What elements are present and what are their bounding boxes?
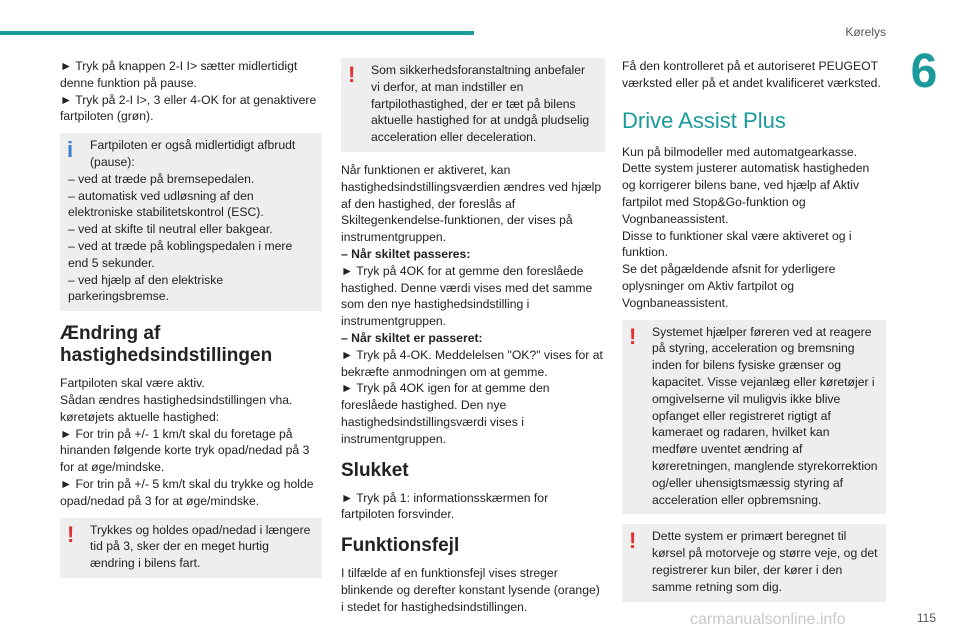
paragraph: – Når skiltet er passeret:	[341, 330, 483, 345]
warning-box	[622, 524, 886, 601]
paragraph: I tilfælde af en funktionsfejl vises streger blinkende og derefter konstant lysende (orange) i stedet for hastighedsindstillingen.	[341, 566, 600, 614]
paragraph: Sådan ændres hastighedsindstillingen vha. køretøjets aktuelle hastighed:	[60, 392, 293, 424]
info-icon: i	[67, 137, 74, 163]
paragraph: ► Tryk på 2-I I>, 3 eller 4-OK for at genaktivere fartpiloten (grøn).	[60, 92, 317, 124]
warning-text: Trykkes og holdes opad/nedad i længere tid på 3, sker der en meget hurtig ændring i bilens fart.	[90, 522, 311, 571]
column-3	[622, 58, 886, 612]
info-text: – ved hjælp af den elektriske parkeringsbremse.	[68, 272, 224, 304]
header-accent-bar	[0, 31, 474, 35]
paragraph: Få den kontrolleret på et autoriseret PEUGEOT værksted eller på et andet kvalificeret værksted.	[622, 59, 881, 90]
warning-text: Som sikkerhedsforanstaltning anbefaler vi derfor, at man indstiller en fartpilothastighed, der er tæt på bilens aktuelle hastighed for at undgå pludselig acceleration eller deceleration.	[371, 63, 590, 145]
warning-icon: !	[629, 528, 637, 554]
info-text: – ved at træde på koblingspedalen i mere end 5 sekunder.	[68, 238, 293, 270]
paragraph: ► For trin på +/- 5 km/t skal du trykke og holde opad/nedad på 3 for at øge/mindske.	[60, 476, 314, 508]
section-label: Kørelys	[845, 25, 886, 39]
page-number: 115	[916, 611, 936, 625]
column-2	[341, 58, 605, 616]
info-text: Fartpiloten er også midlertidigt afbrudt (pause):	[90, 138, 296, 169]
paragraph: Dette system justerer automatisk hastigheden og korrigerer bilens bane, ved hjælp af Aktiv fartpilot med Stop&Go-funktion og Vognbaneassistent.	[622, 161, 870, 226]
paragraph: Fartpiloten skal være aktiv.	[60, 376, 205, 391]
main-heading: Drive Assist Plus	[622, 107, 786, 133]
info-box	[60, 133, 322, 311]
paragraph: Se det pågældende afsnit for yderligere oplysninger om Aktiv fartpilot og Vognbaneassistent.	[622, 262, 836, 310]
warning-icon: !	[629, 323, 637, 349]
section-heading: Funktionsfejl	[341, 535, 460, 557]
info-text: – ved at træde på bremsepedalen.	[68, 171, 255, 186]
paragraph: – Når skiltet passeres:	[341, 246, 471, 261]
warning-box	[341, 58, 605, 152]
paragraph: Kun på bilmodeller med automatgearkasse.	[622, 144, 858, 159]
paragraph: ► For trin på +/- 1 km/t skal du foretage på hinanden følgende korte tryk opad/nedad på 3 for at øge/mindske.	[60, 426, 310, 475]
column-1	[60, 58, 322, 588]
warning-text: Systemet hjælper føreren ved at reagere på styring, acceleration og bremsning inden for bilens fysiske grænser og kapacitet. Visse vejanlæg eller køretøjer i omgivelserne vil muligvis ikke blive opfanget eller registreret rigtigt af kameraet og radaren, hvilket kan medføre uventet ændring af køreretningen, manglende styrekorrektion og/eller uhensigtsmæssig styring af acceleration eller opbremsning.	[652, 324, 878, 507]
paragraph: Disse to funktioner skal være aktiveret og i funktion.	[622, 228, 852, 260]
warning-box	[622, 320, 886, 515]
paragraph: ► Tryk på 4OK for at gemme den foreslåede hastighed. Denne værdi vises med det samme som den nye hastighedsindstilling i instrumentgruppen.	[341, 263, 593, 329]
paragraph: ► Tryk på 1: informationsskærmen for fartpiloten forsvinder.	[341, 490, 549, 522]
watermark: carmanualsonline.info	[690, 611, 846, 628]
paragraph: ► Tryk på 4OK igen for at gemme den foreslåede hastighed. Den nye hastighedsindstillingsværdi vises i instrumentgruppen.	[341, 381, 550, 446]
paragraph: ► Tryk på 4-OK. Meddelelsen "OK?" vises for at bekræfte anmodningen om at gemme.	[341, 347, 603, 379]
paragraph: Når funktionen er aktiveret, kan hastighedsindstillingsværdien ændres ved hjælp af den hastighed, der foreslås af Skiltegenkendelse-funktionen, der vises på instrumentgruppen.	[341, 162, 602, 245]
section-heading: Slukket	[341, 459, 409, 481]
section-heading: Ændring af hastighedsindstillingen	[60, 323, 273, 367]
info-text: – ved at skifte til neutral eller bakgear.	[68, 222, 273, 237]
chapter-number: 6	[910, 45, 938, 98]
warning-icon: !	[348, 62, 356, 87]
paragraph: ► Tryk på knappen 2-I I> sætter midlertidigt denne funktion på pause.	[60, 59, 298, 90]
warning-box	[60, 518, 322, 578]
warning-icon: !	[67, 521, 75, 547]
warning-text: Dette system er primært beregnet til kørsel på motorveje og større veje, og det registrerer kun biler, der kører i den samme retning som dig.	[652, 529, 878, 594]
info-text: – automatisk ved udløsning af den elektroniske stabilitetskontrol (ESC).	[68, 188, 264, 220]
